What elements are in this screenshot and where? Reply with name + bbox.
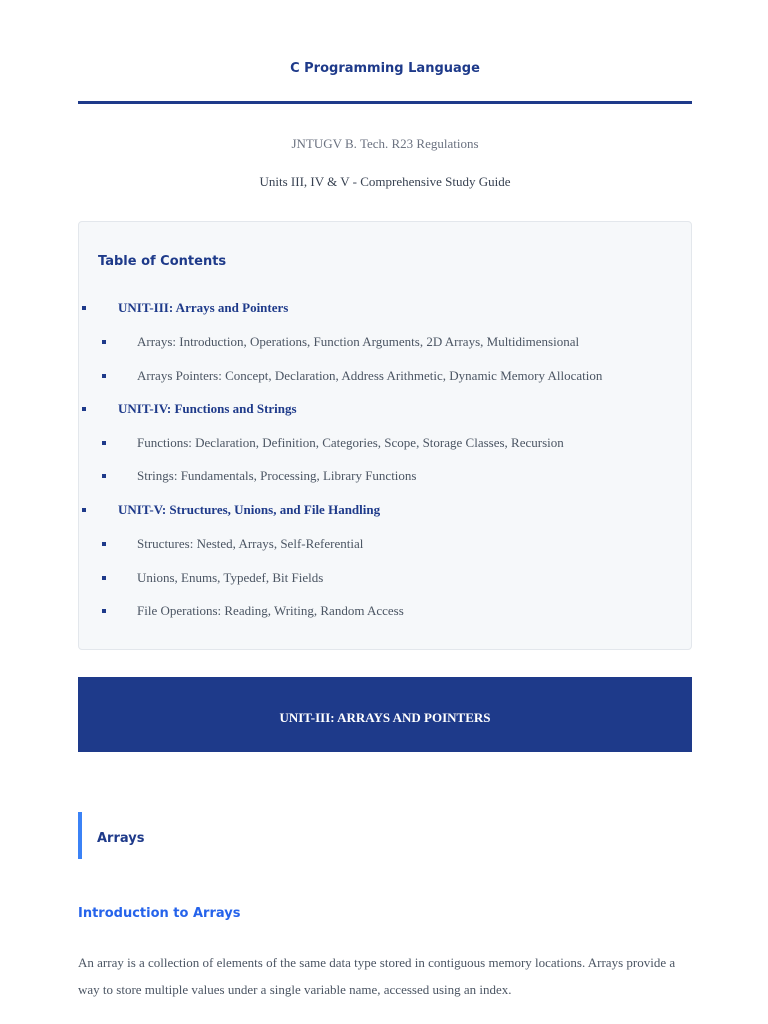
- bullet-icon: [102, 441, 106, 445]
- title-divider: [78, 101, 692, 104]
- bullet-icon: [102, 542, 106, 546]
- regulation-subtitle: JNTUGV B. Tech. R23 Regulations: [291, 136, 479, 151]
- section-accent-bar: [78, 812, 82, 859]
- table-of-contents: [78, 221, 692, 650]
- toc-topic-label: File Operations: Reading, Writing, Random Access: [137, 603, 404, 618]
- toc-topic-label: Arrays Pointers: Concept, Declaration, Address Arithmetic, Dynamic Memory Allocation: [137, 368, 603, 383]
- bullet-icon: [102, 576, 106, 580]
- toc-unit-label: UNIT-V: Structures, Unions, and File Handling: [118, 502, 381, 517]
- body-paragraph: An array is a collection of elements of the same data type stored in contiguous memory locations. Arrays provide a way to store multiple values under a single variable name, accessed using an index.: [78, 955, 676, 997]
- bullet-icon: [102, 340, 106, 344]
- bullet-icon: [102, 474, 106, 478]
- toc-unit-label: UNIT-IV: Functions and Strings: [118, 401, 297, 416]
- bullet-icon: [102, 609, 106, 613]
- section-heading: Arrays: [97, 831, 145, 846]
- toc-topic-label: Arrays: Introduction, Operations, Function Arguments, 2D Arrays, Multidimensional: [137, 334, 580, 349]
- bullet-icon: [82, 407, 86, 411]
- toc-unit-label: UNIT-III: Arrays and Pointers: [118, 300, 289, 315]
- toc-topic-label: Unions, Enums, Typedef, Bit Fields: [137, 570, 324, 585]
- document-title: C Programming Language: [290, 61, 480, 76]
- toc-topic-label: Structures: Nested, Arrays, Self-Referential: [137, 536, 364, 551]
- toc-heading: Table of Contents: [98, 254, 227, 269]
- toc-topic-label: Functions: Declaration, Definition, Categories, Scope, Storage Classes, Recursion: [137, 435, 564, 450]
- guide-subtitle: Units III, IV & V - Comprehensive Study Guide: [259, 174, 511, 189]
- bullet-icon: [82, 508, 86, 512]
- subsection-heading: Introduction to Arrays: [78, 906, 241, 921]
- bullet-icon: [82, 306, 86, 310]
- bullet-icon: [102, 374, 106, 378]
- unit-banner: [78, 677, 692, 752]
- unit-banner-title: UNIT-III: ARRAYS AND POINTERS: [279, 710, 491, 725]
- toc-topic-label: Strings: Fundamentals, Processing, Library Functions: [137, 468, 417, 483]
